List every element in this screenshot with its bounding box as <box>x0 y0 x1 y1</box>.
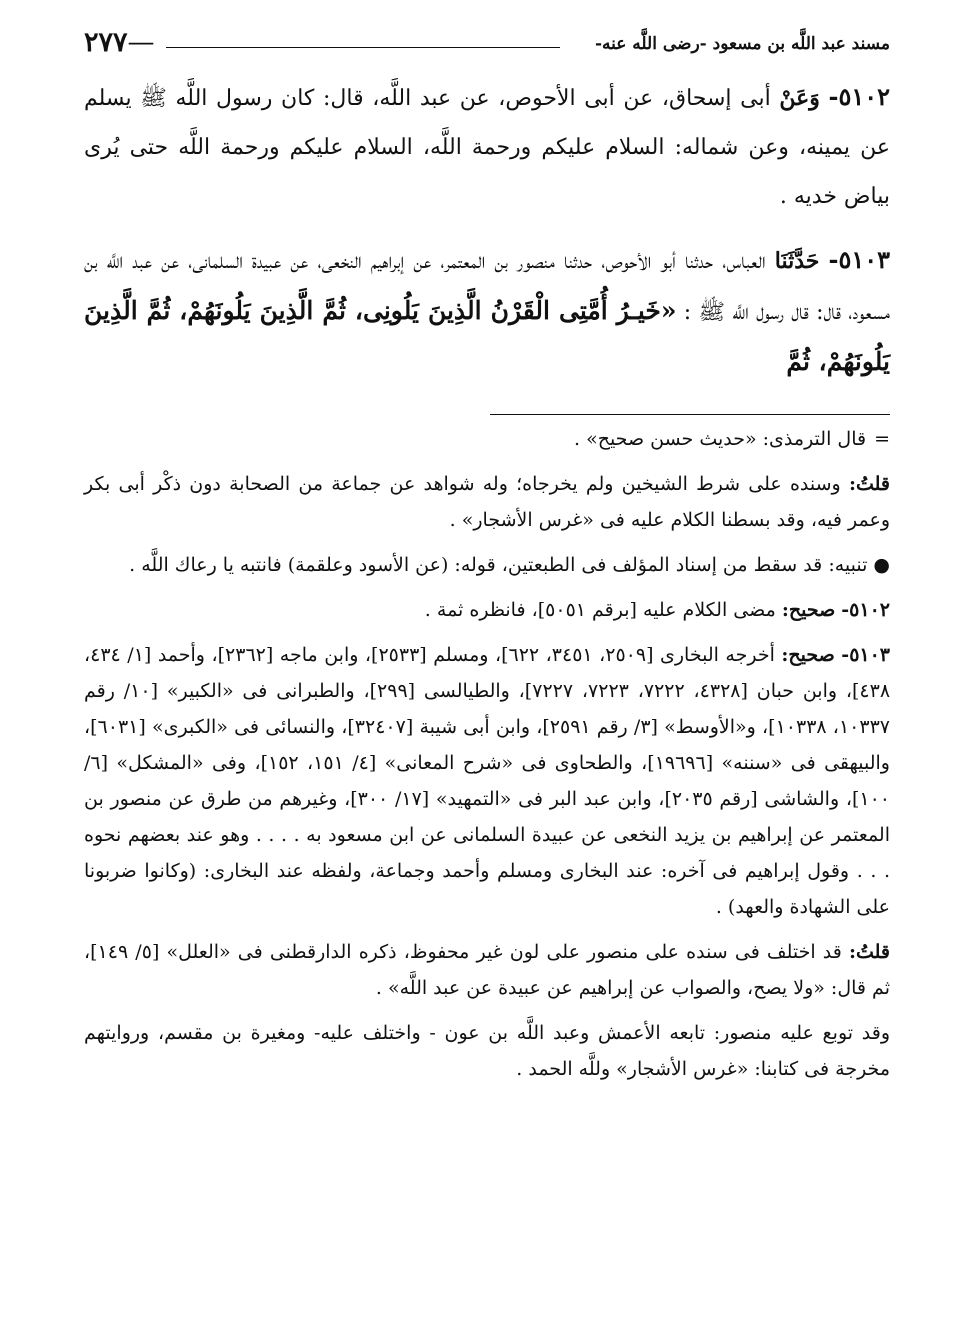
footnote-separator <box>490 414 890 415</box>
footnote-continuation <box>84 421 890 457</box>
tanbih-label: تنبيه: <box>828 554 868 576</box>
qult-label: قلتُ: <box>848 941 890 963</box>
entry-number: ٥١٠٢ <box>838 82 890 111</box>
page-number-dash: — <box>127 27 155 58</box>
grade-label: صحيح: <box>781 599 836 621</box>
entry-lead: وَعَنْ <box>779 85 820 111</box>
book-page <box>84 27 891 1096</box>
hadith-text: «خَيـرُ أُمَّتِى الْقَرْنُ الَّذِينَ يَلُونِى، ثُمَّ الَّذِينَ يَلُونَهُمْ، ثُمَّ الَّذِينَ يَلُونَهُمْ، ثُمَّ <box>84 296 890 376</box>
page-header <box>84 27 890 66</box>
footnote-qult-1 <box>84 466 890 538</box>
entry-number: ٥١٠٣ <box>838 245 890 274</box>
footnote-tanbih <box>84 547 890 583</box>
entry-lead: حَدَّثَنَا <box>774 248 820 274</box>
grade-label: صحيح: <box>781 644 835 666</box>
entry-body: أبى إسحاق، عن أبى الأحوص، عن عبد اللَّه، قال: كان رسول اللَّه ﷺ يسلم عن يمينه، وعن شماله: السلام عليكم ورحمة اللَّه، السلام عليكم ورحمة اللَّه حتى يُرى بياض خديه . <box>84 86 890 209</box>
footnote-text: أخرجه البخارى [٢٥٠٩، ٣٤٥١، ٦٢٢]، ومسلم [٢٥٣٣]، وابن ماجه [٢٣٦٢]، وأحمد [١/ ٤٣٤، ٤٣٨]، وابن حبان [٤٣٢٨، ٧٢٢٢، ٧٢٢٣، ٧٢٢٧]، والطيالسى [٢٩٩]، والطبرانى فى «الكبير» [١٠/ رقم ١٠٣٣٧، ١٠٣٣٨]، و«الأوسط» [٣/ رقم ٢٥٩١]، وابن أبى شيبة [٣٢٤٠٧]، والنسائى فى «الكبرى» [٦٠٣١]، والبيهقى فى «سننه» [١٩٦٩٦]، والطحاوى فى «شرح المعانى» [٤/ ١٥١، ١٥٢]، وفى «المشكل» [٦/ ١٠٠]، والشاشى [رقم ٢٠٣٥]، وابن عبد البر فى «التمهيد» [١٧/ ٣٠٠]، وغيرهم من طرق عن منصور بن المعتمر عن إبراهيم بن يزيد النخعى عن عبيدة السلمانى عن ابن مسعود به . . . . وهو عند بعضهم نحوه . . . وقول إبراهيم فى آخره: عند البخارى ومسلم وأحمد وجماعة، ولفظه عند البخارى: (وكانوا ضربونا على الشهادة والعهد) . <box>84 644 891 918</box>
page-number-block <box>84 27 161 58</box>
entry-dash: - <box>828 82 839 111</box>
continuation-marker: = <box>874 428 890 450</box>
footnote-number: ٥١٠٣- <box>841 644 891 666</box>
entry-body: العباس، حدثنا أبو الأحوص، حدثنا منصور بن المعتمر، عن إبراهيم النخعى، عن عبيدة السلمانى، عن عبد اللَّه بن مسعود، قال: قال رسول اللَّه ﷺ : <box>84 249 891 325</box>
footnote-mutaba <box>84 1015 890 1087</box>
bullet-icon: ● <box>873 554 890 576</box>
footnote-5102 <box>84 592 890 628</box>
footnote-text: مضى الكلام عليه [برقم ٥٠٥١]، فانظره ثمة . <box>424 599 776 621</box>
hadith-entry-5102 <box>84 72 890 221</box>
footnote-5103 <box>84 637 890 925</box>
footnote-number: ٥١٠٢- <box>841 599 890 621</box>
footnote-text: قد سقط من إسناد المؤلف فى الطبعتين، قوله: (عن الأسود وعلقمة) فانتبه يا رعاك اللَّه . <box>129 554 823 576</box>
entry-dash: - <box>828 245 839 274</box>
qult-label: قلتُ: <box>848 473 890 495</box>
hadith-entry-5103 <box>84 235 890 388</box>
running-title: مسند عبد اللَّه بن مسعود -رضى اللَّه عنه- <box>594 34 890 54</box>
footnote-text: وقد توبع عليه منصور: تابعه الأعمش وعبد اللَّه بن عون - واختلف عليه- ومغيرة بن مقسم، وروايتهم مخرجة فى كتابنا: «غرس الأشجار» وللَّه الحمد . <box>84 1022 890 1080</box>
header-rule <box>166 47 560 48</box>
footnotes <box>84 421 890 1087</box>
page-number: ٢٧٧ <box>84 27 128 58</box>
footnote-text: قد اختلف فى سنده على منصور على لون غير محفوظ، ذكره الدارقطنى فى «العلل» [٥/ ١٤٩]، ثم قال: «ولا يصح، والصواب عن إبراهيم عن عبيدة عن عبد اللَّه» . <box>84 941 890 999</box>
footnote-qult-2 <box>84 934 890 1006</box>
footnote-text: وسنده على شرط الشيخين ولم يخرجاه؛ وله شواهد عن جماعة من الصحابة دون ذكْر أبى بكر وعمر فيه، وقد بسطنا الكلام عليه فى «غرس الأشجار» . <box>84 473 890 531</box>
footnote-text: قال الترمذى: «حديث حسن صحيح» . <box>573 428 867 450</box>
